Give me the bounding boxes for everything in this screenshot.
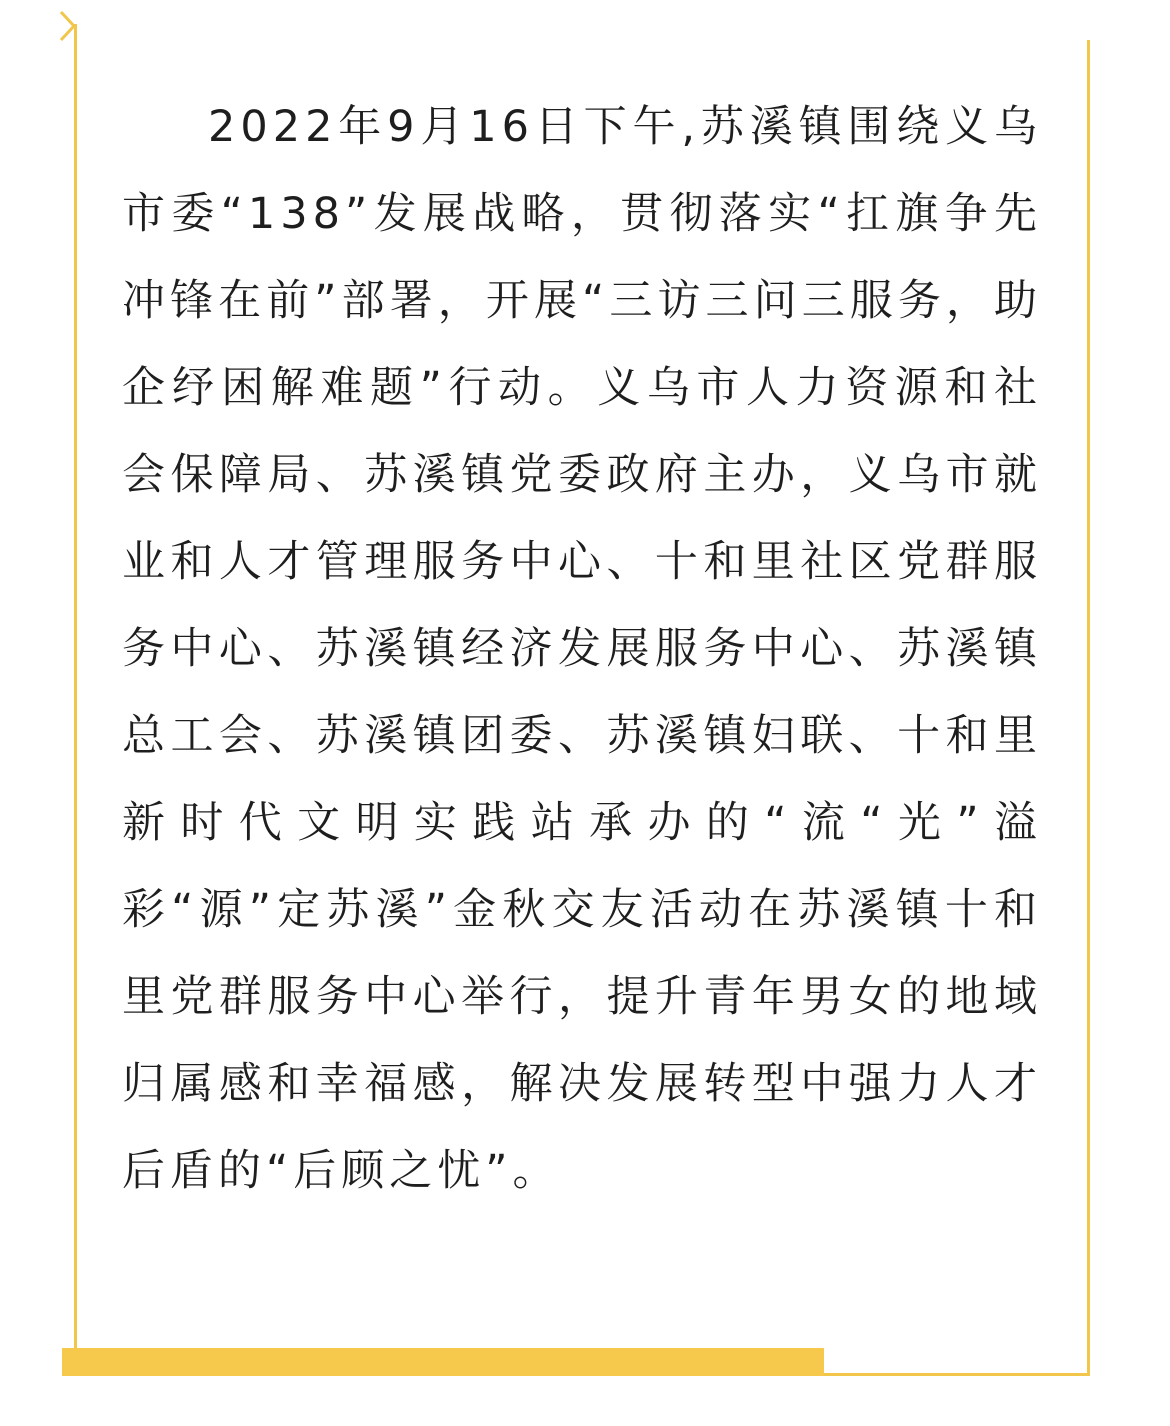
right-border-line	[1087, 40, 1090, 1376]
chevron-right-icon	[57, 8, 87, 48]
bottom-accent-bar	[62, 1348, 824, 1376]
article-paragraph: 2022年9月16日下午,苏溪镇围绕义乌市委“138”发展战略，贯彻落实“扛旗争先 冲锋在前”部署，开展“三访三问三服务，助企纾困解难题”行动。义乌市人力资源和社会保障局、苏溪镇党委政府主办，义乌市就业和人才管理服务中心、十和里社区党群服务中心、苏溪镇经济发展服务中心、苏溪镇总工会、苏溪镇团委、苏溪镇妇联、十和里新时代文明实践站承办的“流“光”溢彩“源”定苏溪”金秋交友活动在苏溪镇十和里党群服务中心举行，提升青年男女的地域归属感和幸福感，解决发展转型中强力人才后盾的“后顾之忧”。	[122, 102, 1042, 1196]
bottom-border-line	[824, 1373, 1090, 1376]
left-border-line	[74, 24, 77, 1350]
